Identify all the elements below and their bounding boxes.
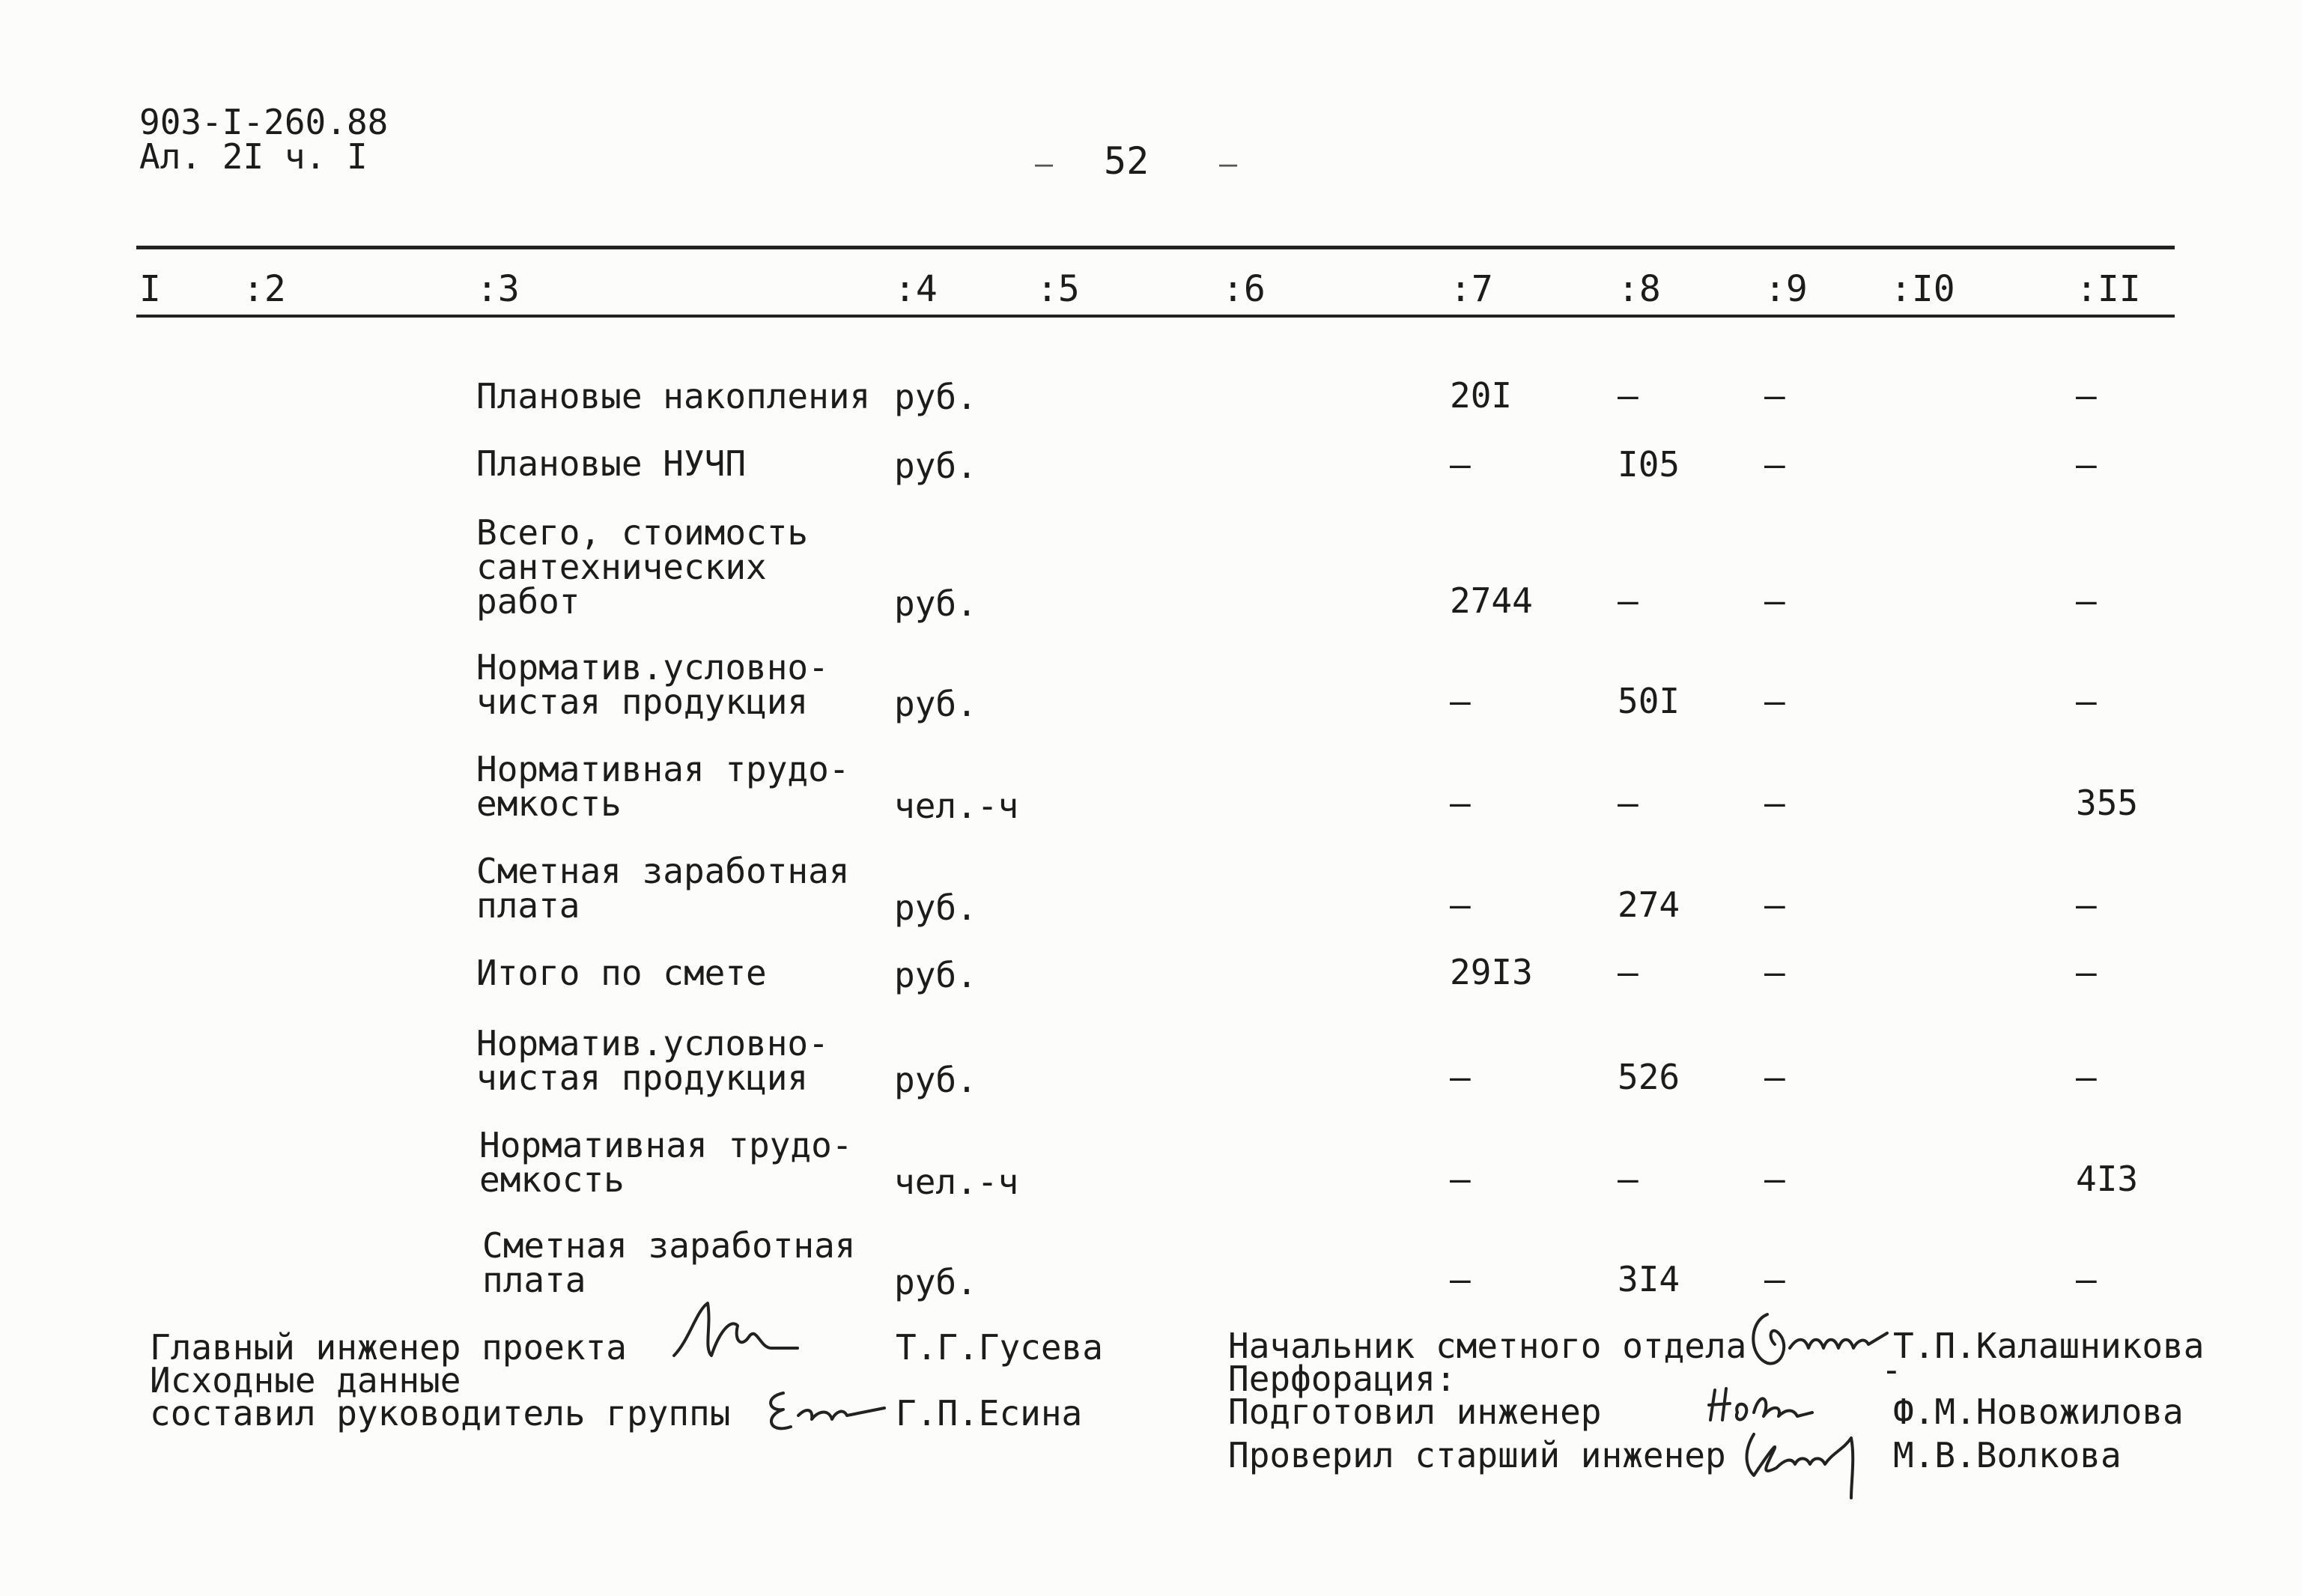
page-number: 52	[1104, 139, 1150, 183]
column-header-10: :I0	[1890, 268, 1955, 310]
chief-engineer-role: Главный инженер проекта	[150, 1327, 627, 1368]
row-col9-value: –	[1764, 783, 1785, 823]
row-col7-value: –	[1450, 681, 1471, 721]
table-top-rule	[136, 246, 2175, 249]
row-col8-value: I05	[1618, 444, 1680, 485]
row-col7-value: –	[1450, 1259, 1471, 1299]
row-description: Плановые накопления	[476, 376, 871, 416]
row-col9-value: –	[1764, 375, 1785, 416]
row-col11-value: –	[2076, 375, 2097, 416]
row-col8-value: 3I4	[1618, 1259, 1680, 1299]
row-description-line-1: Норматив.условно-	[476, 1023, 829, 1064]
row-unit: руб.	[894, 583, 977, 624]
source-data-label: Исходные данные	[150, 1360, 461, 1401]
table-header-rule	[136, 315, 2175, 318]
checked-by-signature-icon	[1739, 1423, 1896, 1513]
column-header-1: I	[139, 268, 161, 310]
column-header-11: :II	[2076, 268, 2141, 310]
row-description-line-2: чистая продукция	[476, 1058, 809, 1098]
row-col11-value: –	[2076, 444, 2097, 485]
row-col9-value: –	[1764, 444, 1785, 485]
row-description-line-2: емкость	[476, 783, 622, 824]
row-description-line-1: Сметная заработная	[476, 851, 850, 891]
row-unit: руб.	[894, 887, 977, 928]
row-col8-value: 526	[1618, 1057, 1680, 1097]
row-col9-value: –	[1764, 1259, 1785, 1299]
row-description-line-2: емкость	[479, 1159, 625, 1200]
row-col7-value: 2744	[1450, 580, 1533, 621]
row-col8-value: –	[1618, 1159, 1639, 1199]
estimating-head-name: Т.П.Калашникова	[1893, 1326, 2205, 1366]
column-header-6: :6	[1222, 268, 1266, 310]
perforation-label: Перфорация:	[1228, 1359, 1457, 1399]
estimating-head-signature-icon	[1745, 1303, 1895, 1371]
row-col11-value: –	[2076, 885, 2097, 925]
row-col8-value: 274	[1618, 885, 1680, 925]
row-unit: руб.	[894, 955, 977, 995]
prepared-by-role: Подготовил инженер	[1228, 1392, 1602, 1432]
column-header-3: :3	[476, 268, 520, 310]
column-header-2: :2	[243, 268, 286, 310]
chief-engineer-name: Т.Г.Гусева	[896, 1327, 1103, 1368]
row-col11-value: –	[2076, 580, 2097, 621]
row-description-line-2: плата	[476, 885, 580, 926]
page-number-dash-right: –	[1219, 147, 1238, 181]
row-description-line-2: плата	[482, 1260, 586, 1300]
chief-engineer-signature-icon	[666, 1296, 801, 1363]
row-unit: руб.	[894, 377, 977, 417]
row-unit: руб.	[894, 446, 977, 486]
row-description-line-1: Нормативная трудо-	[479, 1125, 853, 1165]
row-col11-value: –	[2076, 952, 2097, 992]
row-col11-value: –	[2076, 1057, 2097, 1097]
row-description-line-2: чистая продукция	[476, 682, 809, 722]
estimating-head-role: Начальник сметного отдела	[1228, 1326, 1747, 1366]
group-leader-role: составил руководитель группы	[150, 1393, 731, 1433]
row-description-line-1: Всего, стоимость	[476, 512, 809, 553]
row-col7-value: 20I	[1450, 375, 1513, 416]
row-unit: руб.	[894, 1262, 977, 1302]
row-col8-value: –	[1618, 580, 1639, 621]
row-col8-value: –	[1618, 952, 1639, 992]
prepared-by-name: Ф.М.Новожилова	[1893, 1392, 2184, 1432]
document-code: 903-I-260.88	[139, 102, 389, 142]
row-col7-value: –	[1450, 1057, 1471, 1097]
row-col8-value: –	[1618, 375, 1639, 416]
row-description-line-3: работ	[476, 581, 580, 622]
column-header-9: :9	[1764, 268, 1808, 310]
row-description: Итого по смете	[476, 953, 767, 993]
row-col9-value: –	[1764, 1159, 1785, 1199]
sheet-info: Ал. 2I ч. I	[139, 136, 368, 177]
checked-by-role: Проверил старший инженер	[1228, 1435, 1726, 1475]
row-col7-value: 29I3	[1450, 952, 1533, 992]
row-description-line-1: Нормативная трудо-	[476, 749, 850, 789]
row-unit: руб.	[894, 1060, 977, 1100]
row-col9-value: –	[1764, 580, 1785, 621]
row-col11-value: 355	[2076, 783, 2139, 823]
row-unit: руб.	[894, 684, 977, 724]
row-col11-value: 4I3	[2076, 1159, 2139, 1199]
row-col9-value: –	[1764, 885, 1785, 925]
column-header-4: :4	[894, 268, 938, 310]
row-unit: чел.-ч	[894, 786, 1019, 826]
row-col7-value: –	[1450, 444, 1471, 485]
row-description-line-1: Сметная заработная	[482, 1225, 856, 1266]
column-header-8: :8	[1618, 268, 1661, 310]
page-number-dash-left: –	[1035, 147, 1054, 181]
row-description: Плановые НУЧП	[476, 443, 747, 484]
row-col7-value: –	[1450, 1159, 1471, 1199]
row-col7-value: –	[1450, 783, 1471, 823]
row-col9-value: –	[1764, 681, 1785, 721]
perforation-mark: -	[1881, 1350, 1902, 1390]
column-header-7: :7	[1450, 268, 1493, 310]
row-col11-value: –	[2076, 1259, 2097, 1299]
row-col11-value: –	[2076, 681, 2097, 721]
checked-by-name: М.В.Волкова	[1893, 1435, 2122, 1475]
group-leader-name: Г.П.Есина	[896, 1393, 1083, 1433]
row-col8-value: 50I	[1618, 681, 1680, 721]
group-leader-signature-icon	[761, 1386, 888, 1438]
row-unit: чел.-ч	[894, 1162, 1019, 1202]
row-col9-value: –	[1764, 952, 1785, 992]
row-description-line-1: Норматив.условно-	[476, 647, 829, 688]
row-col7-value: –	[1450, 885, 1471, 925]
column-header-5: :5	[1036, 268, 1080, 310]
row-col8-value: –	[1618, 783, 1639, 823]
row-description-line-2: сантехнических	[476, 547, 767, 587]
row-col9-value: –	[1764, 1057, 1785, 1097]
